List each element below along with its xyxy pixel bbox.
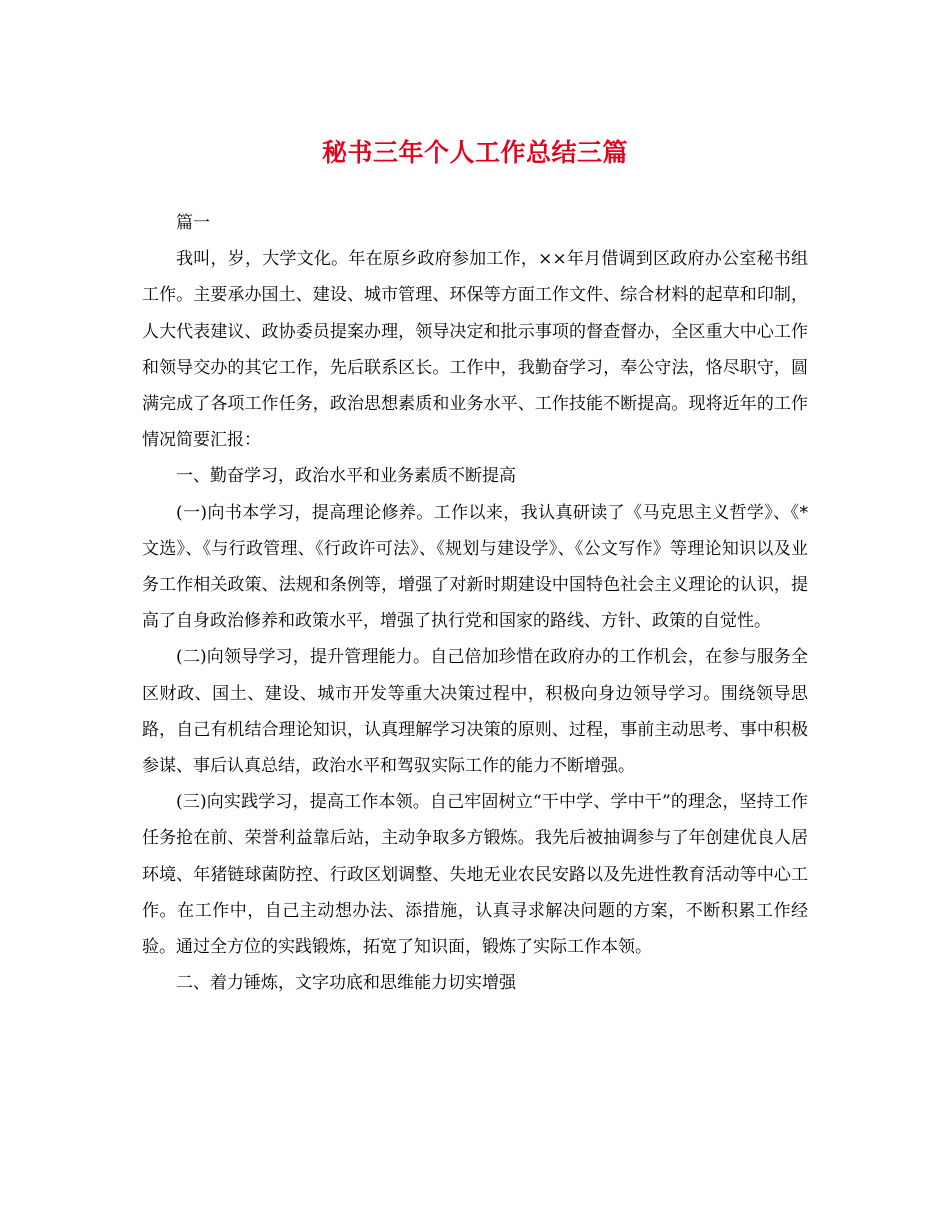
paragraph-intro: 我叫，岁，大学文化。年在原乡政府参加工作，××年月借调到区政府办公室秘书组工作。主要承办国土、建设、城市管理、环保等方面工作文件、综合材料的起草和印制，人大代表建议、政协委员提案办理，领导决定和批示事项的督查督办，全区重大中心工作和领导交办的其它工作，先后联系区长。工作中，我勤奋学习，奉公守法，恪尽职守，圆满完成了各项工作任务，政治思想素质和业务水平、工作技能不断提高。现将近年的工作情况简要汇报： — [142, 249, 808, 451]
document-body — [142, 205, 808, 1001]
document-title: 秘书三年个人工作总结三篇 — [321, 138, 628, 167]
paragraph-section-label: 篇一 — [176, 213, 210, 233]
paragraph-book-study: (一)向书本学习，提高理论修养。工作以来，我认真研读了《马克思主义哲学》、《*文选》、《与行政管理、《行政许可法》、《规划与建设学》、《公文写作》等理论知识以及业务工作相关政策、法规和条例等，增强了对新时期建设中国特色社会主义理论的认识，提高了自身政治修养和政策水平，增强了执行党和国家的路线、方针、政策的自觉性。 — [142, 502, 808, 632]
heading-section-two: 二、着力锤炼，文字功底和思维能力切实增强 — [176, 973, 516, 994]
paragraph-practice-study: (三)向实践学习，提高工作本领。自己牢固树立“干中学、学中干”的理念，坚持工作任务抢在前、荣誉利益靠后站，主动争取多方锻炼。我先后被抽调参与了年创建优良人居环境、年猪链球菌防控、行政区划调整、失地无业农民安路以及先进性教育活动等中心工作。在工作中，自己主动想办法、添措施，认真寻求解决问题的方案，不断积累工作经验。通过全方位的实践锻炼，拓宽了知识面，锻炼了实际工作本领。 — [142, 792, 808, 958]
paragraph-leader-study: (二)向领导学习，提升管理能力。自己倍加珍惜在政府办的工作机会，在参与服务全区财政、国土、建设、城市开发等重大决策过程中，积极向身边领导学习。围绕领导思路，自己有机结合理论知识，认真理解学习决策的原则、过程，事前主动思考、事中积极参谋、事后认真总结，政治水平和驾驭实际工作的能力不断增强。 — [142, 647, 808, 777]
heading-section-one: 一、勤奋学习，政治水平和业务素质不断提高 — [176, 466, 516, 487]
